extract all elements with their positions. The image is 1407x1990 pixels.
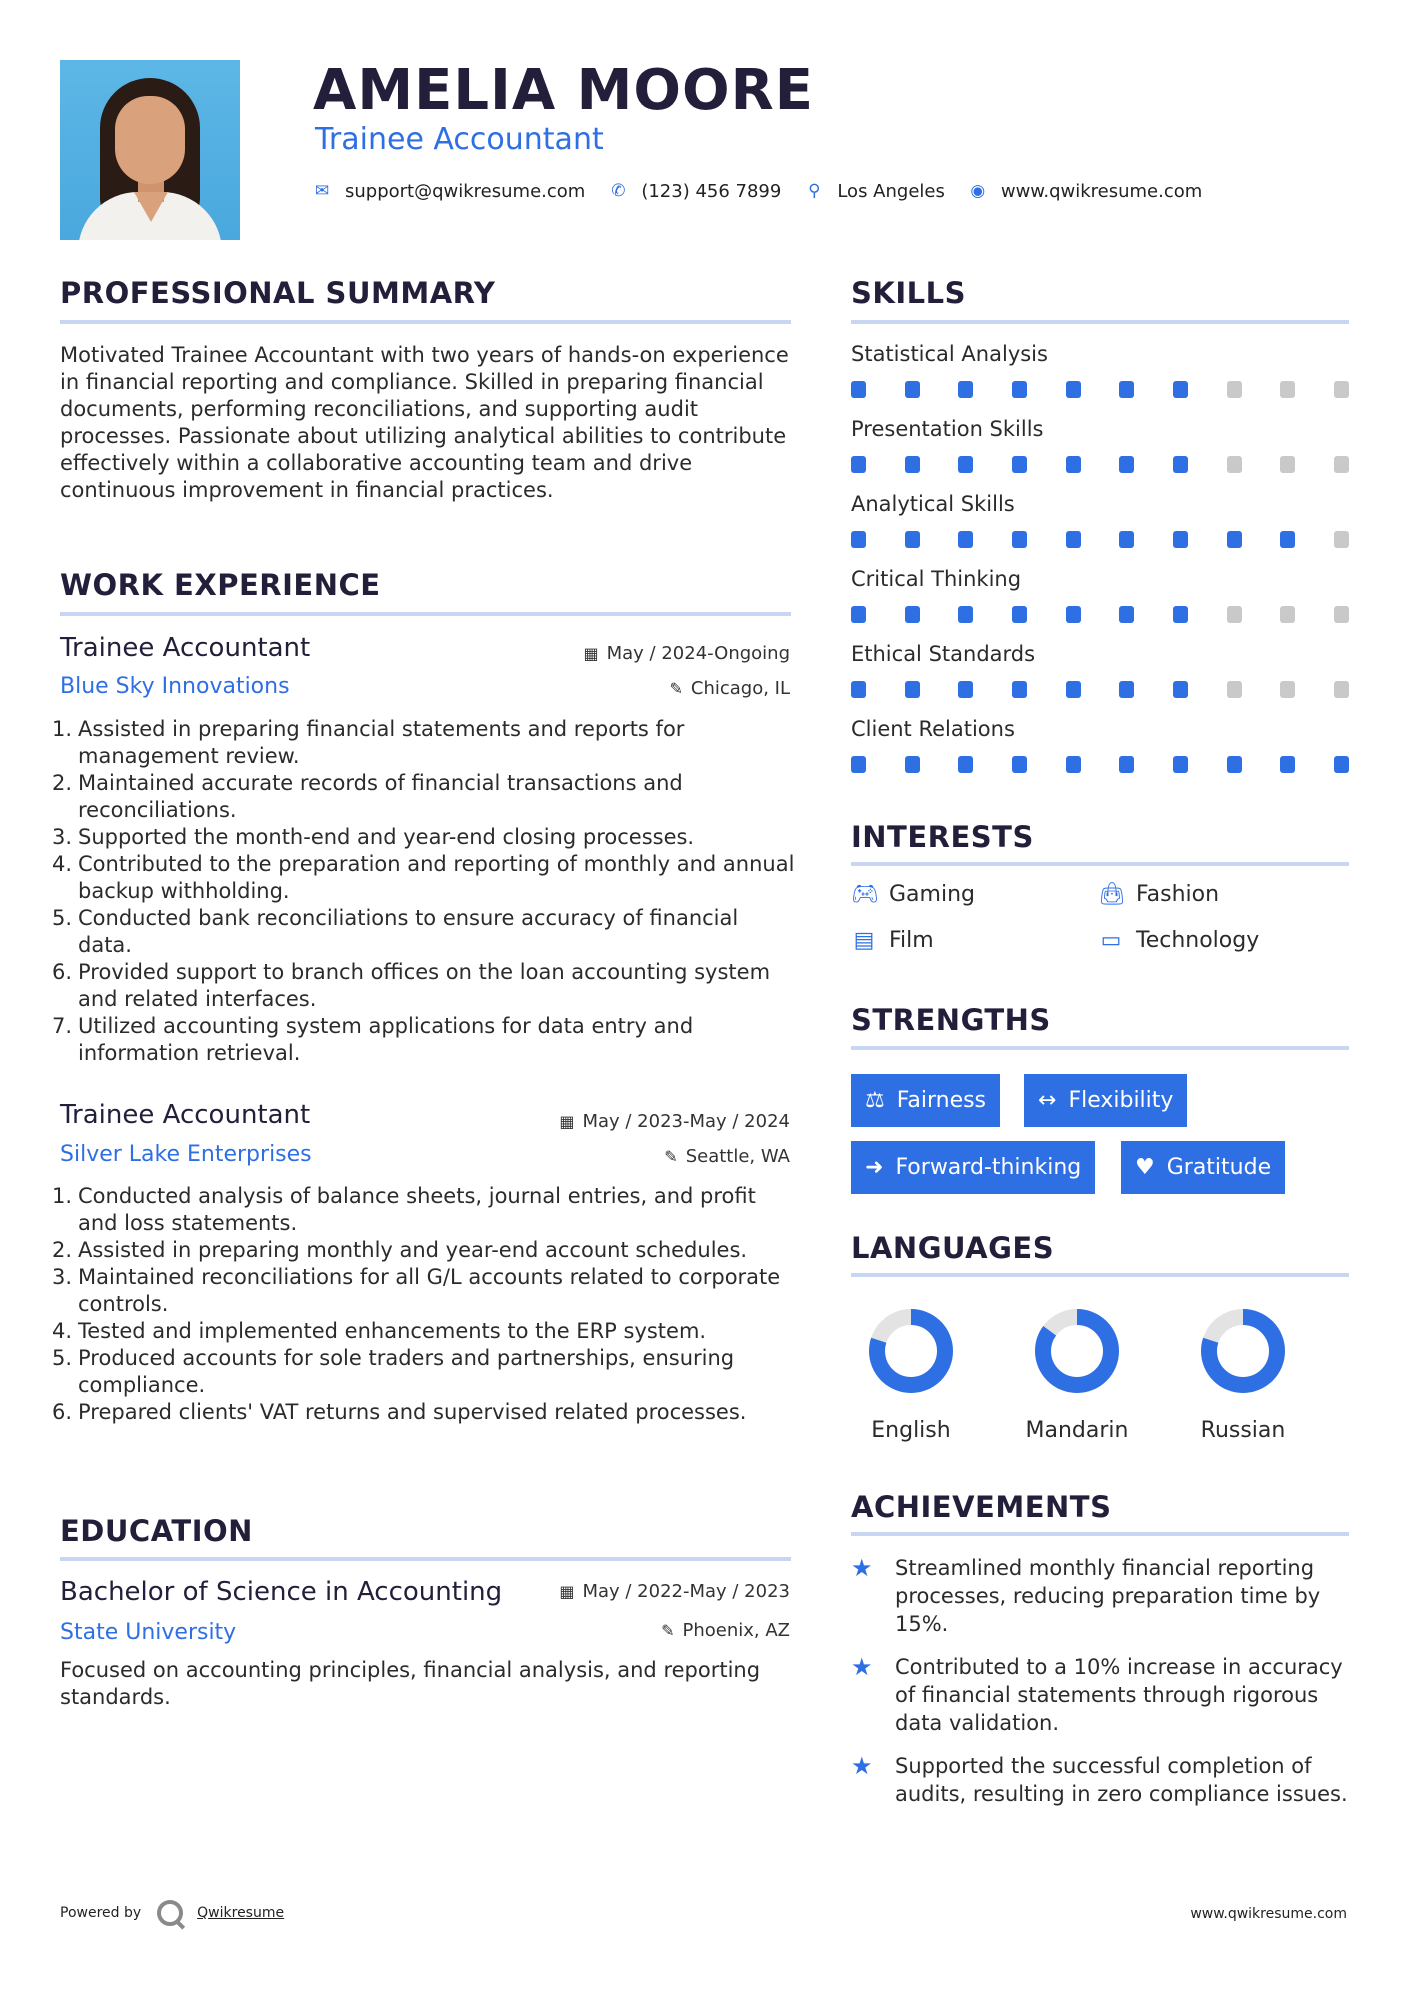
language-name: Russian — [1200, 1418, 1286, 1443]
skill-dot-filled — [851, 681, 866, 698]
language-name: Mandarin — [1025, 1418, 1129, 1443]
job-duties-list — [52, 1183, 797, 1426]
skill-dot-empty — [1280, 606, 1295, 623]
list-item: 5. Produced accounts for sole traders and partnerships, ensuring compliance. — [52, 1346, 735, 1397]
star-icon: ★ — [851, 1653, 873, 1681]
skill-dot-filled — [1227, 756, 1242, 773]
skill-dot-empty — [1334, 456, 1349, 473]
envelope-icon: ✉ — [314, 181, 330, 201]
skill-dot-filled — [1066, 456, 1081, 473]
education-heading: EDUCATION — [60, 1514, 253, 1548]
education-description: Focused on accounting principles, financial analysis, and reporting standards. — [60, 1658, 761, 1709]
skill-dot-empty — [1280, 456, 1295, 473]
skill-name: Presentation Skills — [851, 417, 1044, 441]
skill-dot-filled — [1066, 756, 1081, 773]
skills-heading: SKILLS — [851, 276, 966, 310]
list-item: 2. Maintained accurate records of financial transactions and reconciliations. — [52, 771, 683, 822]
job-location: ✎ Chicago, IL — [669, 678, 790, 699]
powered-by-label: Powered by — [60, 1905, 142, 1921]
skill-dot-empty — [1334, 606, 1349, 623]
achievement-item: ★ Contributed to a 10% increase in accuracy of financial statements through rigorous data validation. — [851, 1653, 1343, 1735]
skill-dot-filled — [1012, 756, 1027, 773]
balance-scale-icon: ⚖ — [865, 1088, 885, 1113]
skill-dot-filled — [1066, 606, 1081, 623]
skill-level-meter — [851, 681, 1349, 699]
skill-dot-filled — [958, 531, 973, 548]
section-divider — [851, 862, 1349, 866]
contact-location: Los Angeles — [837, 180, 945, 202]
star-icon: ★ — [851, 1554, 873, 1582]
skill-dot-empty — [1280, 681, 1295, 698]
skill-level-meter — [851, 381, 1349, 399]
skill-name: Statistical Analysis — [851, 342, 1048, 366]
education-dates: ▦ May / 2022-May / 2023 — [559, 1581, 790, 1602]
list-item: 3. Maintained reconciliations for all G/L accounts related to corporate controls. — [52, 1265, 781, 1316]
company-name: Silver Lake Enterprises — [60, 1142, 312, 1167]
skill-dot-filled — [1119, 681, 1134, 698]
skill-dot-filled — [1173, 681, 1188, 698]
skill-dot-filled — [851, 756, 866, 773]
skill-dot-filled — [958, 381, 973, 398]
skill-name: Ethical Standards — [851, 642, 1036, 666]
qwikresume-logo — [157, 1900, 183, 1926]
skill-dot-empty — [1280, 381, 1295, 398]
skill-dot-filled — [1173, 456, 1188, 473]
calendar-icon: ▦ — [559, 1582, 575, 1601]
skill-dot-filled — [1012, 456, 1027, 473]
section-divider — [60, 1557, 791, 1561]
skill-dot-filled — [1066, 381, 1081, 398]
skill-dot-filled — [851, 531, 866, 548]
summary-heading: PROFESSIONAL SUMMARY — [60, 276, 496, 310]
skill-level-meter — [851, 531, 1349, 549]
job-dates: ▦ May / 2023-May / 2024 — [559, 1111, 790, 1132]
strength-badge: ↔ Flexibility — [1024, 1074, 1187, 1127]
language-item — [1007, 1306, 1147, 1443]
skill-dot-empty — [1227, 381, 1242, 398]
arrows-horizontal-icon: ↔ — [1038, 1088, 1057, 1113]
skill-dot-empty — [1334, 681, 1349, 698]
skill-dot-filled — [958, 606, 973, 623]
candidate-role: Trainee Accountant — [315, 122, 604, 157]
skill-dot-filled — [1334, 756, 1349, 773]
calendar-icon: ▦ — [583, 644, 599, 663]
skill-dot-filled — [1119, 606, 1134, 623]
list-item: 6. Prepared clients' VAT returns and supervised related processes. — [52, 1400, 747, 1424]
skill-dot-filled — [905, 531, 920, 548]
heart-icon: ♥ — [1135, 1155, 1155, 1180]
skill-dot-filled — [1012, 531, 1027, 548]
skill-dot-filled — [1173, 756, 1188, 773]
list-item: 5. Conducted bank reconciliations to ensure accuracy of financial data. — [52, 906, 739, 957]
skill-dot-filled — [1119, 381, 1134, 398]
skill-dot-filled — [905, 756, 920, 773]
school-name: State University — [60, 1620, 237, 1645]
strengths-heading: STRENGTHS — [851, 1003, 1051, 1037]
calendar-icon: ▦ — [559, 1112, 575, 1131]
skill-dot-filled — [1012, 681, 1027, 698]
pin-icon: ✎ — [669, 679, 683, 698]
list-item: 4. Tested and implemented enhancements to the ERP system. — [52, 1319, 707, 1343]
language-proficiency-ring — [1032, 1306, 1122, 1396]
profile-photo — [60, 60, 240, 240]
interest-item: 🎮︎ Gaming — [851, 882, 975, 907]
skill-dot-filled — [905, 606, 920, 623]
skill-dot-filled — [1227, 531, 1242, 548]
job-dates: ▦ May / 2024-Ongoing — [583, 643, 790, 664]
list-item: 1. Assisted in preparing financial statements and reports for management review. — [52, 717, 685, 768]
list-item: 3. Supported the month-end and year-end closing processes. — [52, 825, 695, 849]
section-divider — [851, 320, 1349, 324]
skill-dot-filled — [958, 756, 973, 773]
footer-powered-by — [60, 1900, 284, 1926]
skill-dot-filled — [1173, 381, 1188, 398]
skill-name: Client Relations — [851, 717, 1015, 741]
star-icon: ★ — [851, 1752, 873, 1780]
skill-dot-empty — [1227, 456, 1242, 473]
pin-icon: ✎ — [664, 1147, 678, 1166]
section-divider — [60, 612, 791, 616]
globe-icon: ◉ — [970, 181, 986, 201]
strength-badge: ♥ Gratitude — [1121, 1141, 1285, 1194]
skill-dot-filled — [851, 381, 866, 398]
skill-level-meter — [851, 756, 1349, 774]
achievements-heading: ACHIEVEMENTS — [851, 1490, 1112, 1524]
company-name: Blue Sky Innovations — [60, 674, 290, 699]
skill-dot-filled — [1012, 606, 1027, 623]
skill-name: Analytical Skills — [851, 492, 1015, 516]
skill-level-meter — [851, 456, 1349, 474]
language-proficiency-ring — [866, 1306, 956, 1396]
skill-dot-filled — [1119, 531, 1134, 548]
shopping-bag-icon: 👜︎ — [1098, 882, 1126, 907]
interest-item: ▭ Technology — [1098, 928, 1259, 953]
summary-text: Motivated Trainee Accountant with two years of hands-on experience in financial reporting and compliance. Skilled in preparing financial documents, performing reconciliations, and supporting audit processes. Passionate about utilizing analytical abilities to contribute effectively within a collaborative accounting team and drive continuous improvement in financial practices. — [60, 343, 789, 502]
skill-dot-filled — [1119, 756, 1134, 773]
skill-level-meter — [851, 606, 1349, 624]
list-item: 4. Contributed to the preparation and reporting of monthly and annual backup withholding. — [52, 852, 795, 903]
language-item — [1173, 1306, 1313, 1443]
language-name: English — [871, 1418, 951, 1443]
language-item — [841, 1306, 981, 1443]
languages-heading: LANGUAGES — [851, 1231, 1055, 1265]
candidate-name: AMELIA MOORE — [313, 58, 814, 123]
job-duties-list — [52, 716, 797, 1067]
section-divider — [851, 1273, 1349, 1277]
section-divider — [60, 320, 791, 324]
skill-dot-filled — [1173, 531, 1188, 548]
map-pin-icon: ⚲ — [808, 181, 821, 201]
skill-dot-filled — [905, 381, 920, 398]
skill-dot-filled — [1066, 681, 1081, 698]
skill-dot-filled — [851, 456, 866, 473]
skill-dot-filled — [958, 681, 973, 698]
footer-url[interactable]: www.qwikresume.com — [1190, 1906, 1347, 1922]
phone-icon: ✆ — [611, 181, 626, 201]
skill-dot-empty — [1334, 381, 1349, 398]
interest-item: ▤ Film — [851, 928, 934, 953]
job-title: Trainee Accountant — [60, 633, 311, 663]
gamepad-icon: 🎮︎ — [851, 882, 879, 907]
list-item: 2. Assisted in preparing monthly and year-end account schedules. — [52, 1238, 748, 1262]
skill-dot-empty — [1227, 681, 1242, 698]
list-item: 7. Utilized accounting system applications for data entry and information retrieval. — [52, 1014, 694, 1065]
laptop-icon: ▭ — [1100, 928, 1122, 953]
skill-dot-filled — [1012, 381, 1027, 398]
work-heading: WORK EXPERIENCE — [60, 568, 381, 602]
interests-heading: INTERESTS — [851, 820, 1034, 854]
contact-email[interactable]: support@qwikresume.com — [345, 180, 586, 202]
skill-dot-filled — [1066, 531, 1081, 548]
section-divider — [851, 1046, 1349, 1050]
skill-dot-filled — [905, 456, 920, 473]
list-item: 1. Conducted analysis of balance sheets, journal entries, and profit and loss statements. — [52, 1184, 756, 1235]
skill-dot-filled — [851, 606, 866, 623]
education-location: ✎ Phoenix, AZ — [661, 1620, 790, 1641]
skill-dot-empty — [1334, 531, 1349, 548]
skill-dot-filled — [1280, 531, 1295, 548]
list-item: 6. Provided support to branch offices on the loan accounting system and related interfaces. — [52, 960, 771, 1011]
contact-website[interactable]: www.qwikresume.com — [1000, 180, 1203, 202]
skill-dot-filled — [1280, 756, 1295, 773]
skill-name: Critical Thinking — [851, 567, 1022, 591]
skill-dot-filled — [1119, 456, 1134, 473]
achievement-item: ★ Supported the successful completion of audits, resulting in zero compliance issues. — [851, 1752, 1348, 1806]
contact-phone[interactable]: (123) 456 7899 — [641, 180, 782, 202]
skill-dot-empty — [1227, 606, 1242, 623]
arrow-right-icon: ➜ — [865, 1155, 884, 1180]
pin-icon: ✎ — [661, 1621, 675, 1640]
film-icon: ▤ — [853, 928, 875, 953]
strength-badge: ⚖ Fairness — [851, 1074, 1000, 1127]
language-proficiency-ring — [1198, 1306, 1288, 1396]
strength-badge: ➜ Forward-thinking — [851, 1141, 1095, 1194]
job-location: ✎ Seattle, WA — [664, 1146, 790, 1167]
achievement-item: ★ Streamlined monthly financial reporting processes, reducing preparation time by 15%. — [851, 1554, 1321, 1636]
section-divider — [851, 1532, 1349, 1536]
skill-dot-filled — [1173, 606, 1188, 623]
interest-item: 👜︎ Fashion — [1098, 882, 1220, 907]
degree-title: Bachelor of Science in Accounting — [60, 1577, 503, 1607]
brand-link[interactable]: Qwikresume — [197, 1905, 285, 1921]
skill-dot-filled — [958, 456, 973, 473]
job-title: Trainee Accountant — [60, 1100, 311, 1130]
skill-dot-filled — [905, 681, 920, 698]
contact-bar — [313, 178, 1226, 204]
